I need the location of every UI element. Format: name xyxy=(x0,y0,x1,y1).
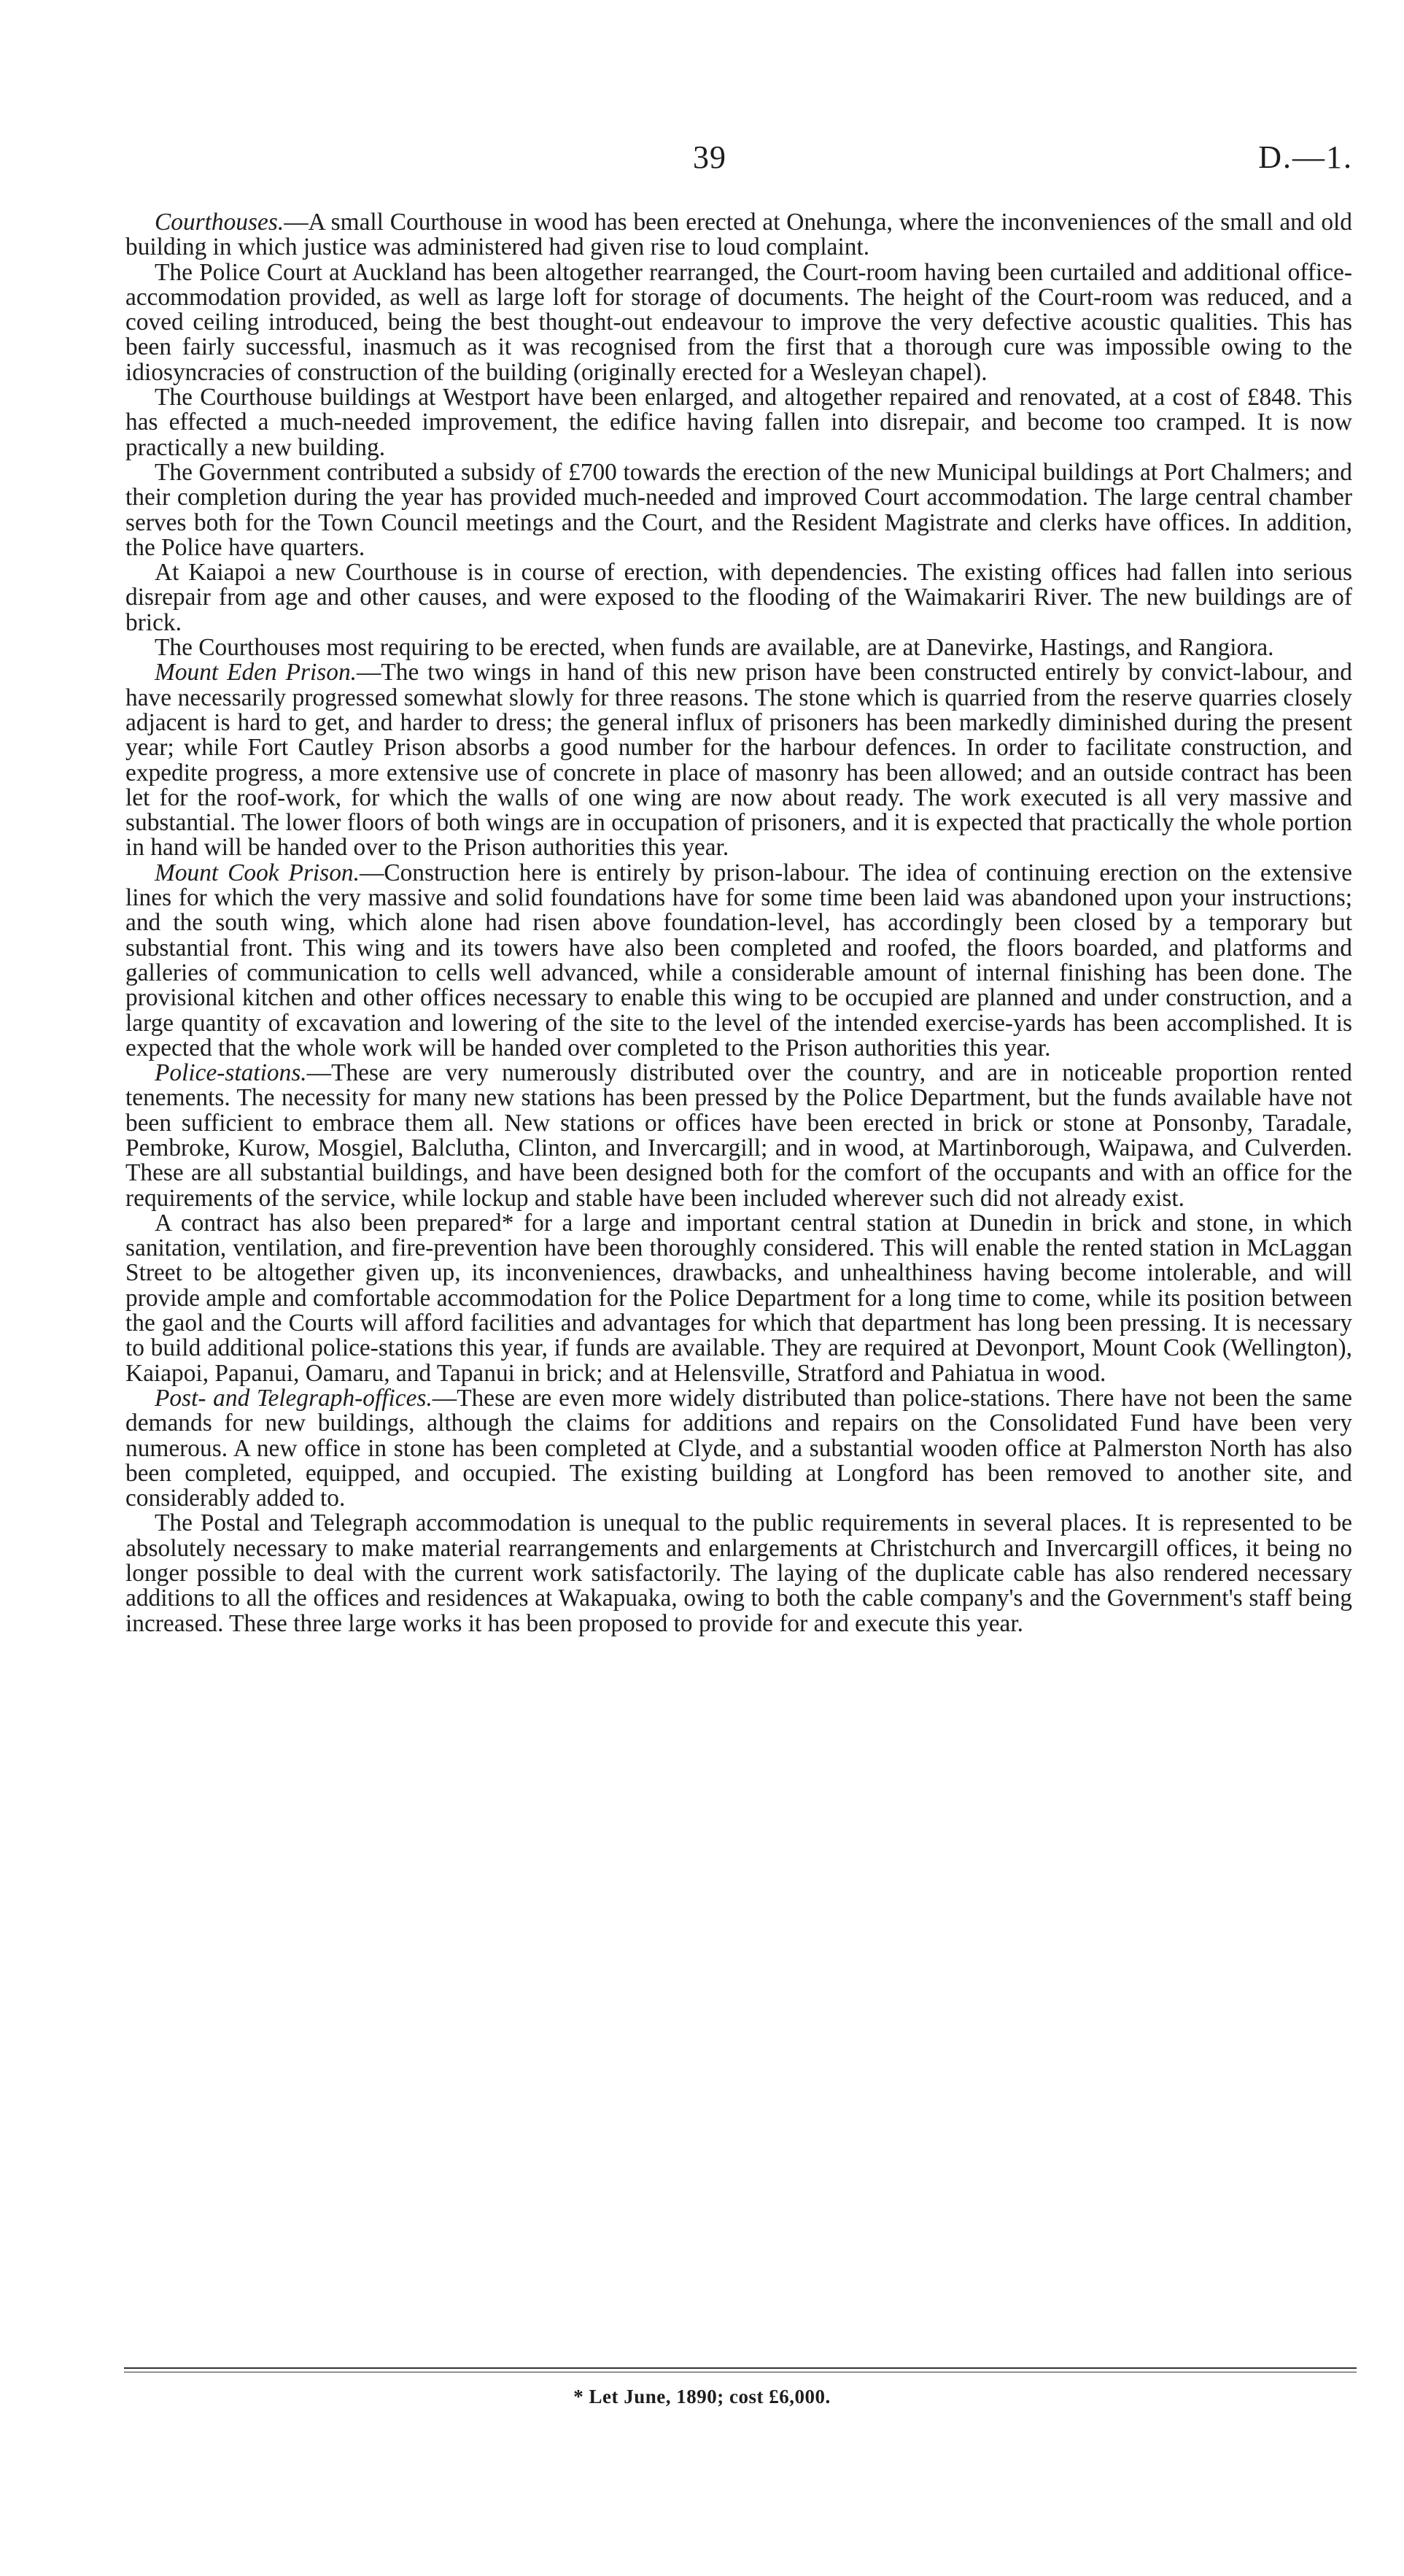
footnote-divider xyxy=(124,2367,1357,2369)
paragraph-text: —Construction here is entirely by prison-labour. The idea of continuing erection on the extensive lines for which the very massive and solid foundations have for some time been laid was abandoned upon your instructions; and the south wing, which alone had risen above foundation-level, has accordingly been closed by a temporary but substantial front. This wing and its towers have also been completed and roofed, the floors boarded, and platforms and galleries of communication to cells well advanced, while a considerable amount of internal finishing has been done. The provisional kitchen and other offices necessary to enable this wing to be occupied are planned and under construction, and a large quantity of excavation and lowering of the site to the level of the intended exercise-yards has been accomplished. It is expected that the whole work will be handed over completed to the Prison authorities this year. xyxy=(125,859,1352,1061)
paragraph-text: A contract has also been prepared* for a large and important central station at Dunedin in brick and stone, in which sanitation, ventilation, and fire-prevention have been thoroughly considered. This will enable the rented station in McLaggan Street to be altogether given up, its inconveniences, drawbacks, and unhealthiness having become intolerable, and will provide ample and comfortable accommodation for the Police Department for a long time to come, while its position between the gaol and the Courts will afford facilities and advantages for which that department has long been pressing. It is necessary to build additional police-stations this year, if funds are available. They are required at Devonport, Mount Cook (Wellington), Kaiapoi, Papanui, Oamaru, and Tapanui in brick; and at Helensville, Stratford and Pahiatua in wood. xyxy=(125,1209,1352,1387)
paragraph-text: The Government contributed a subsidy of £700 towards the erection of the new Municipal buildings at Port Chalmers; and their completion during the year has provided much-needed and improved Court accommodation. The large central chamber serves both for the Town Council meetings and the Court, and the Resident Magistrate and clerks have offices. In addition, the Police have quarters. xyxy=(125,458,1352,561)
section-heading: Mount Eden Prison. xyxy=(155,659,357,686)
body-text xyxy=(125,210,1352,1636)
footnote: * Let June, 1890; cost £6,000. xyxy=(573,2386,831,2407)
paragraph-mount-eden-prison xyxy=(125,660,1352,860)
paragraph-courthouses xyxy=(125,210,1352,260)
paragraph-courthouses-required xyxy=(125,635,1352,660)
paragraph-text: The Courthouse buildings at Westport have been enlarged, and altogether repaired and renovated, at a cost of £848. This has effected a much-needed improvement, the edifice having fallen into disrepair, and become too cramped. It is now practically a new building. xyxy=(125,384,1352,461)
paragraph-mount-cook-prison xyxy=(125,861,1352,1061)
paragraph-auckland-police-court xyxy=(125,260,1352,385)
paragraph-post-telegraph-offices xyxy=(125,1386,1352,1511)
paragraph-police-stations xyxy=(125,1061,1352,1211)
paragraph-text: —The two wings in hand of this new prison have been constructed entirely by convict-labour, and have necessarily progressed somewhat slowly for three reasons. The stone which is quarried from the reserve quarries closely adjacent is hard to get, and harder to dress; the general influx of prisoners has been markedly diminished during the present year; while Fort Cautley Prison absorbs a good number for the harbour defences. In order to facilitate construction, and expedite progress, a more extensive use of concrete in place of masonry has been allowed; and an outside contract has been let for the roof-work, for which the walls of one wing are now about ready. The work executed is all very massive and substantial. The lower floors of both wings are in occupation of prisoners, and it is expected that practically the whole portion in hand will be handed over to the Prison authorities this year. xyxy=(125,659,1352,862)
section-heading: Mount Cook Prison. xyxy=(155,859,360,886)
document-reference: D.—1. xyxy=(1258,139,1353,175)
paragraph-text: —These are very numerously distributed over the country, and are in noticeable proportion rented tenements. The necessity for many new stations has been pressed by the Police Department, but the funds available have not been sufficient to embrace them all. New stations or offices have been erected in brick or stone at Ponsonby, Taradale, Pembroke, Kurow, Mosgiel, Balclutha, Clinton, and Invercargill; and in wood, at Martinborough, Waipawa, and Culverden. These are all substantial buildings, and have been designed both for the comfort of the occupants and with an office for the requirements of the service, while lockup and stable have been included wherever such did not already exist. xyxy=(125,1059,1352,1212)
paragraph-text: —A small Courthouse in wood has been erected at Onehunga, where the inconveniences of the small and old building in which justice was administered had given rise to loud complaint. xyxy=(125,209,1352,261)
section-heading: Courthouses. xyxy=(155,209,284,236)
paragraph-postal-accommodation xyxy=(125,1511,1352,1636)
paragraph-kaiapoi xyxy=(125,560,1352,635)
section-heading: Post- and Telegraph-offices. xyxy=(155,1384,433,1412)
paragraph-text: —These are even more widely distributed than police-stations. There have not been the same demands for new buildings, although the claims for additions and repairs on the Consolidated Fund have been very numerous. A new office in stone has been completed at Clyde, and a substantial wooden office at Palmerston North has also been completed, equipped, and occupied. The existing building at Longford has been removed to another site, and considerably added to. xyxy=(125,1384,1353,1512)
section-heading: Police-stations. xyxy=(155,1059,307,1087)
page-number: 39 xyxy=(693,139,726,175)
paragraph-text: The Police Court at Auckland has been altogether rearranged, the Court-room having been curtailed and additional office-accommodation provided, as well as large loft for storage of documents. The height of the Court-room was reduced, and a coved ceiling introduced, being the best thought-out endeavour to improve the very defective acoustic qualities. This has been fairly successful, inasmuch as it was recognised from the first that a thorough cure was impossible owing to the idiosyncracies of construction of the building (originally erected for a Wesleyan chapel). xyxy=(125,258,1352,386)
page-header xyxy=(0,139,1404,182)
paragraph-text: The Courthouses most requiring to be erected, when funds are available, are at Danevirke, Hastings, and Rangiora. xyxy=(155,634,1274,662)
paragraph-westport xyxy=(125,385,1352,460)
paragraph-text: At Kaiapoi a new Courthouse is in course of erection, with dependencies. The existing offices had fallen into serious disrepair from age and other causes, and were exposed to the flooding of the Waimakariri River. The new buildings are of brick. xyxy=(125,559,1352,636)
paragraph-text: The Postal and Telegraph accommodation is unequal to the public requirements in several places. It is represented to be absolutely necessary to make material rearrangements and enlargements at Christchurch and Invercargill offices, it being no longer possible to deal with the current work satisfactorily. The laying of the duplicate cable has also rendered necessary additions to all the offices and residences at Wakapuaka, owing to both the cable company's and the Government's staff being increased. These three large works it has been proposed to provide for and execute this year. xyxy=(125,1509,1352,1637)
paragraph-port-chalmers xyxy=(125,460,1352,560)
paragraph-dunedin-station xyxy=(125,1211,1352,1386)
